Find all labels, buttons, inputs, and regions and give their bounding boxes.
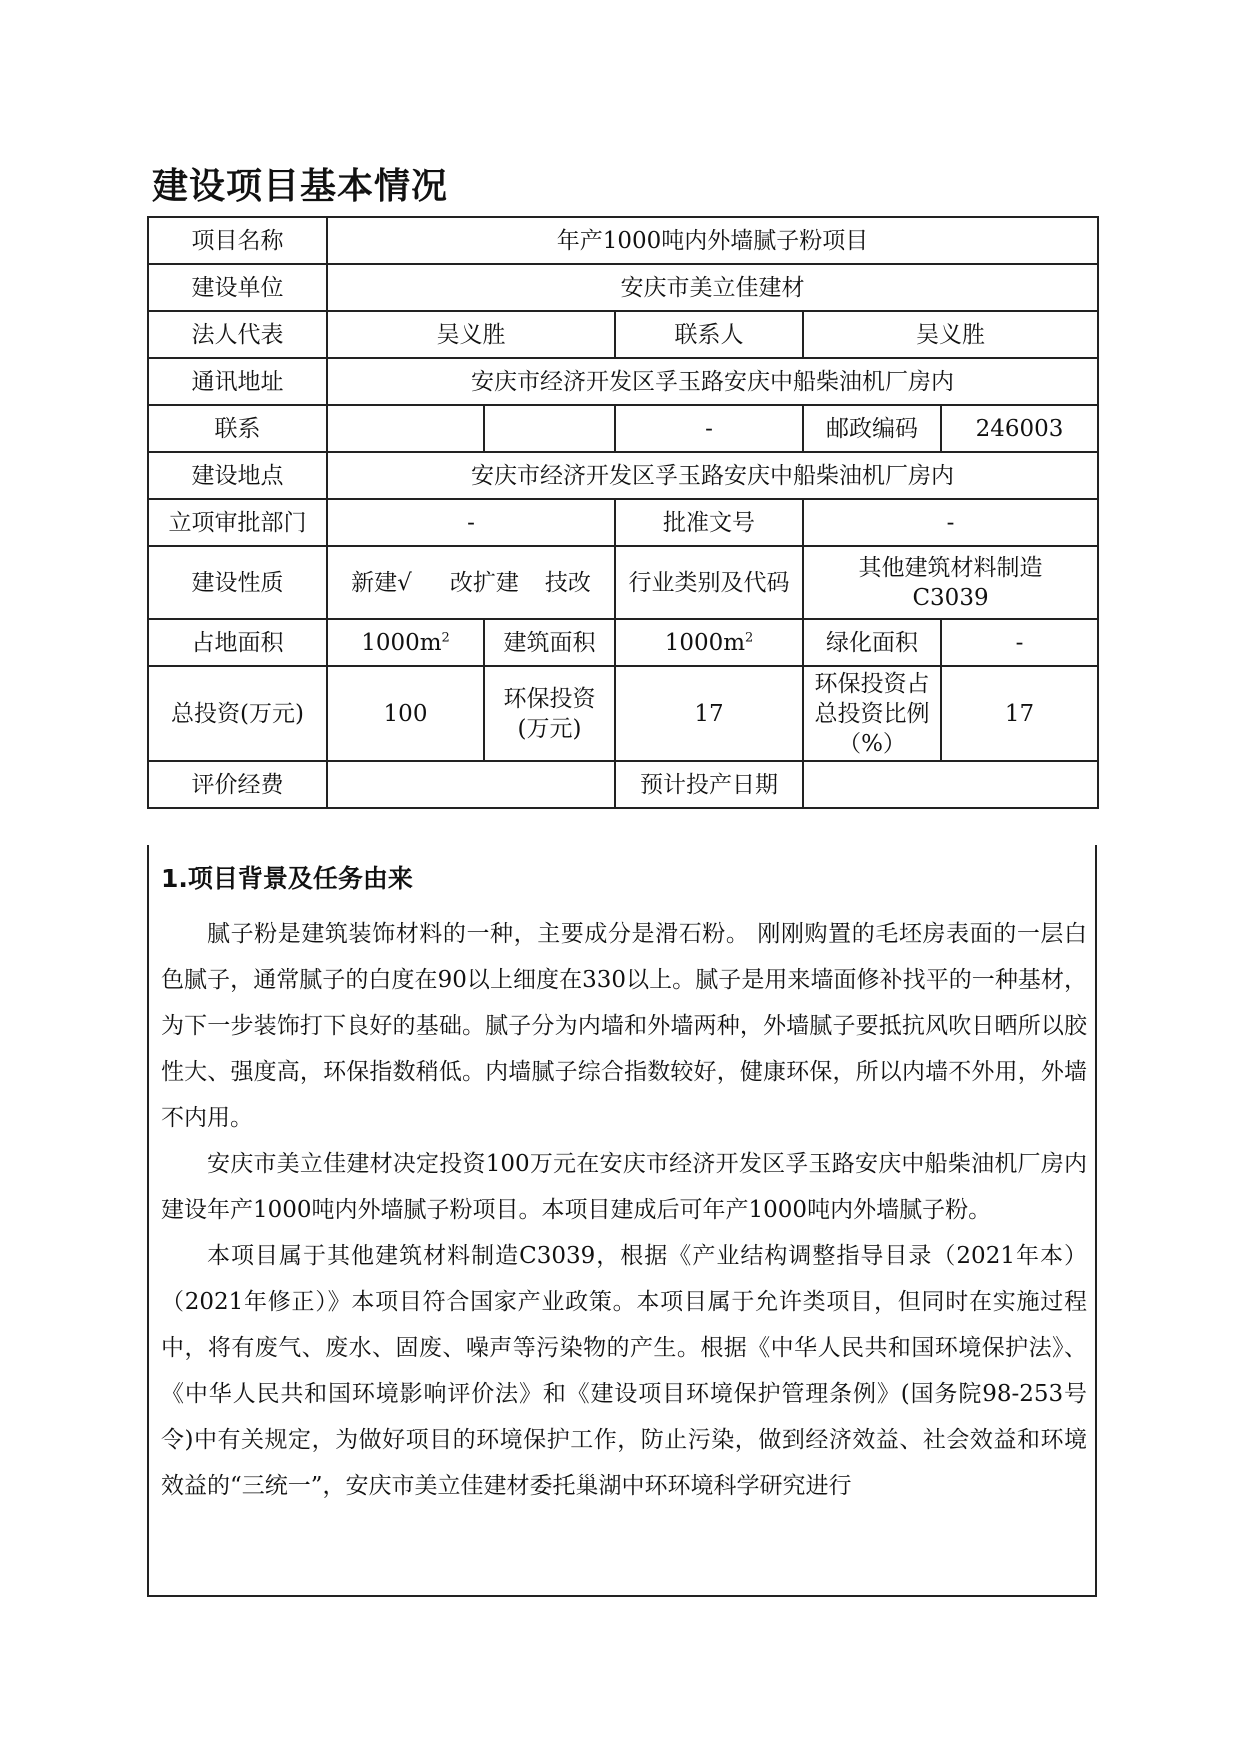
env-ratio-value: 17 [941,666,1098,761]
site-value: 安庆市经济开发区孚玉路安庆中船柴油机厂房内 [327,452,1098,499]
contact-person-value: 吴义胜 [803,311,1098,358]
table-row [148,311,1098,358]
project-info-table [147,216,1099,809]
building-area-number: 1000m [664,629,746,656]
eval-cost-label: 评价经费 [148,761,327,808]
approval-no-value: - [803,499,1098,546]
production-date-value [803,761,1098,808]
nature-new: 新建√ [351,569,412,596]
section-heading: 1.项目背景及任务由来 [161,864,413,893]
table-row [148,405,1098,452]
legal-rep-label: 法人代表 [148,311,327,358]
table-row [148,619,1098,666]
nature-tech: 技改 [544,569,591,596]
building-area-unit-sup: 2 [745,629,754,645]
postcode-value: 246003 [941,405,1098,452]
total-invest-label: 总投资(万元) [148,666,327,761]
table-row [148,358,1098,405]
project-name-label: 项目名称 [148,217,327,264]
table-row [148,761,1098,808]
postcode-label: 邮政编码 [803,405,941,452]
approval-dept-label: 立项审批部门 [148,499,327,546]
nature-expand: 改扩建 [449,569,519,596]
contact-blank-cell [484,405,615,452]
nature-label: 建设性质 [148,546,327,619]
builder-label: 建设单位 [148,264,327,311]
table-row [148,264,1098,311]
env-ratio-label: 环保投资占总投资比例（%） [803,666,941,761]
land-area-unit-sup: 2 [441,629,450,645]
industry-label: 行业类别及代码 [615,546,803,619]
table-row [148,452,1098,499]
approval-dept-value: - [327,499,615,546]
production-date-label: 预计投产日期 [615,761,803,808]
section-paragraphs [161,911,1087,1509]
contact-phone-value: - [615,405,803,452]
contact-blank-cell [327,405,484,452]
site-label: 建设地点 [148,452,327,499]
industry-value: 其他建筑材料制造C3039 [803,546,1098,619]
paragraph: 本项目属于其他建筑材料制造C3039，根据《产业结构调整指导目录（2021年本）（2021年修正）》本项目符合国家产业政策。本项目属于允许类项目，但同时在实施过程中，将有废气、废水、固废、噪声等污染物的产生。根据《中华人民共和国环境保护法》、《中华人民共和国环境影响评价法》和《建设项目环境保护管理条例》(国务院98-253号令)中有关规定，为做好项目的环境保护工作，防止污染，做到经济效益、社会效益和环境效益的“三统一”，安庆市美立佳建材委托巢湖中环环境科学研究进行 [161,1243,1087,1499]
table-row [148,666,1098,761]
env-invest-value: 17 [615,666,803,761]
land-area-number: 1000m [361,629,442,656]
env-invest-label: 环保投资(万元) [484,666,615,761]
paragraph: 安庆市美立佳建材决定投资100万元在安庆市经济开发区孚玉路安庆中船柴油机厂房内建设年产1000吨内外墙腻子粉项目。本项目建成后可年产1000吨内外墙腻子粉。 [161,1151,1087,1223]
background-section [147,845,1097,1597]
green-area-value: - [941,619,1098,666]
green-area-label: 绿化面积 [803,619,941,666]
land-area-label: 占地面积 [148,619,327,666]
contact-person-label: 联系人 [615,311,803,358]
nature-options [327,546,615,619]
building-area-value [615,619,803,666]
total-invest-value: 100 [327,666,484,761]
approval-no-label: 批准文号 [615,499,803,546]
page-title: 建设项目基本情况 [152,166,449,207]
table-row [148,546,1098,619]
eval-cost-value [327,761,615,808]
table-row [148,499,1098,546]
land-area-value [327,619,484,666]
table-row [148,217,1098,264]
address-value: 安庆市经济开发区孚玉路安庆中船柴油机厂房内 [327,358,1098,405]
legal-rep-value: 吴义胜 [327,311,615,358]
address-label: 通讯地址 [148,358,327,405]
project-name-value: 年产1000吨内外墙腻子粉项目 [327,217,1098,264]
contact-label: 联系 [148,405,327,452]
paragraph: 腻子粉是建筑装饰材料的一种，主要成分是滑石粉。 刚刚购置的毛坯房表面的一层白色腻子，通常腻子的白度在90以上细度在330以上。腻子是用来墙面修补找平的一种基材，为下一步装饰打下良好的基础。腻子分为内墙和外墙两种，外墙腻子要抵抗风吹日晒所以胶性大、强度高，环保指数稍低。内墙腻子综合指数较好，健康环保，所以内墙不外用，外墙不内用。 [161,921,1087,1131]
building-area-label: 建筑面积 [484,619,615,666]
builder-value: 安庆市美立佳建材 [327,264,1098,311]
